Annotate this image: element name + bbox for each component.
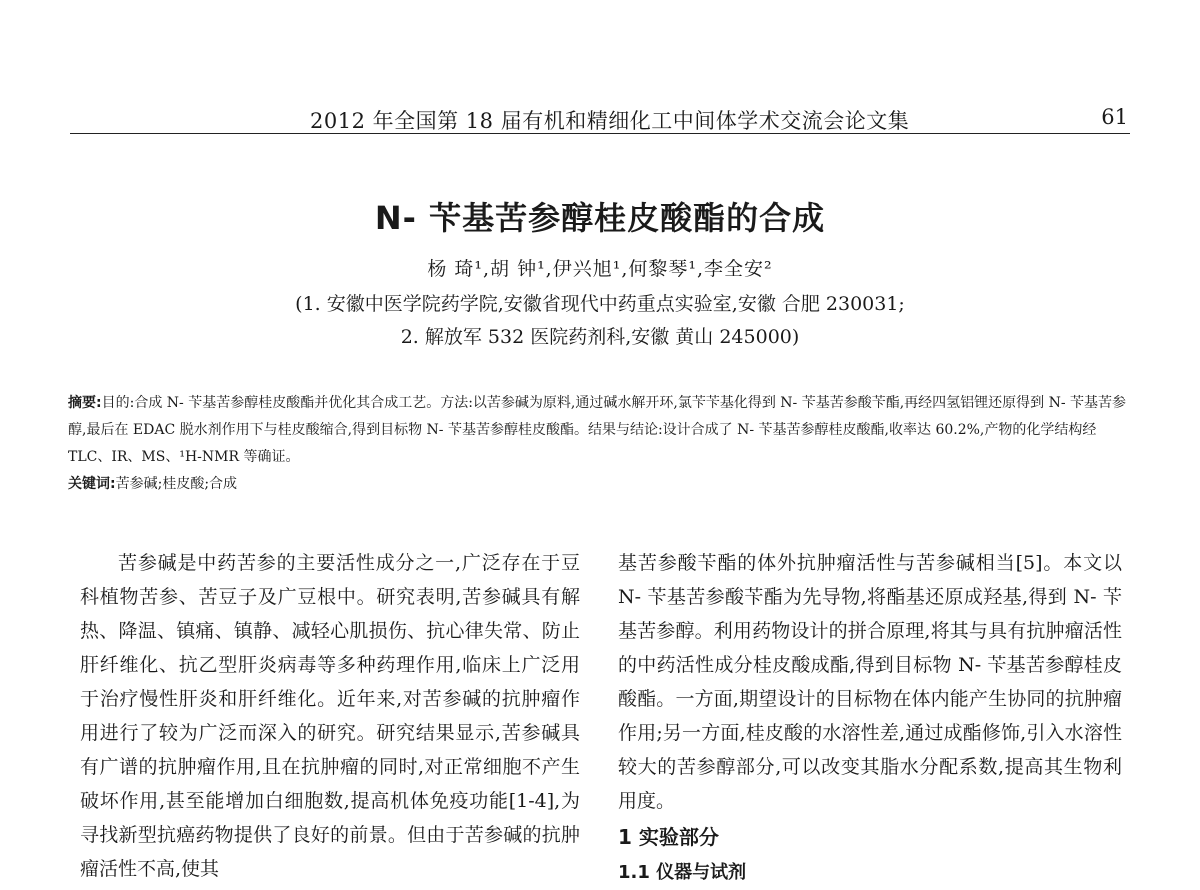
keywords-text: 苦参碱;桂皮酸;合成 — [115, 476, 238, 492]
keywords-line — [68, 471, 1130, 498]
page-number: 61 — [1101, 105, 1128, 129]
journal-title: 2012 年全国第 18 届有机和精细化工中间体学术交流会论文集 — [310, 109, 910, 133]
author-list: 杨 琦¹,胡 钟¹,伊兴旭¹,何黎琴¹,李全安² — [427, 258, 773, 280]
intro-continuation: 基苦参酸苄酯的体外抗肿瘤活性与苦参碱相当[5]。本文以 N- 苄基苦参酸苄酯为先导物,将酯基还原成羟基,得到 N- 苄基苦参醇。利用药物设计的拼合原理,将其与具有抗肿瘤活性的中药活性成分桂皮酸成酯,得到目标物 N- 苄基苦参醇桂皮酸酯。一方面,期望设计的目标物在体内能产生协同的抗肿瘤作用;另一方面,桂皮酸的水溶性差,通过成酯修饰,引入水溶性较大的苦参醇部分,可以改变其脂水分配系数,提高其生物利用度。 — [618, 552, 1122, 812]
affiliation-2: 2. 解放军 532 医院药剂科,安徽 黄山 245000) — [400, 326, 800, 348]
subsection-heading-instruments: 1.1 仪器与试剂 — [618, 862, 747, 883]
keywords-label: 关键词: — [68, 476, 116, 492]
abstract-block — [68, 390, 1130, 498]
body-right-column — [618, 546, 1122, 890]
abstract-label: 摘要: — [68, 395, 102, 411]
affiliation-1: (1. 安徽中医学院药学院,安徽省现代中药重点实验室,安徽 合肥 230031; — [295, 293, 905, 315]
section-heading-experimental: 1 实验部分 — [618, 825, 719, 849]
intro-paragraph: 苦参碱是中药苦参的主要活性成分之一,广泛存在于豆科植物苦参、苦豆子及广豆根中。研究表明,苦参碱具有解热、降温、镇痛、镇静、减轻心肌损伤、抗心律失常、防止肝纤维化、抗乙型肝炎病毒等多种药理作用,临床上广泛用于治疗慢性肝炎和肝纤维化。近年来,对苦参碱的抗肿瘤作用进行了较为广泛而深入的研究。研究结果显示,苦参碱具有广谱的抗肿瘤作用,且在抗肿瘤的同时,对正常细胞不产生破坏作用,甚至能增加白细胞数,提高机体免疫功能[1-4],为寻找新型抗癌药物提供了良好的前景。但由于苦参碱的抗肿瘤活性不高,使其 — [80, 552, 580, 880]
running-header — [70, 103, 1130, 134]
body-left-column — [80, 546, 580, 886]
abstract-paragraph — [68, 390, 1130, 471]
abstract-text: 目的:合成 N- 苄基苦参醇桂皮酸酯并优化其合成工艺。方法:以苦参碱为原料,通过碱水解开环,氯苄苄基化得到 N- 苄基苦参酸苄酯,再经四氢铝锂还原得到 N- 苄基苦参醇,最后在 EDAC 脱水剂作用下与桂皮酸缩合,得到目标物 N- 苄基苦参醇桂皮酸酯。结果与结论:设计合成了 N- 苄基苦参醇桂皮酸酯,收率达 60.2%,产物的化学结构经 TLC、IR、MS、¹H-NMR 等确证。 — [68, 395, 1127, 465]
paper-title: N- 苄基苦参醇桂皮酸酯的合成 — [374, 199, 826, 237]
